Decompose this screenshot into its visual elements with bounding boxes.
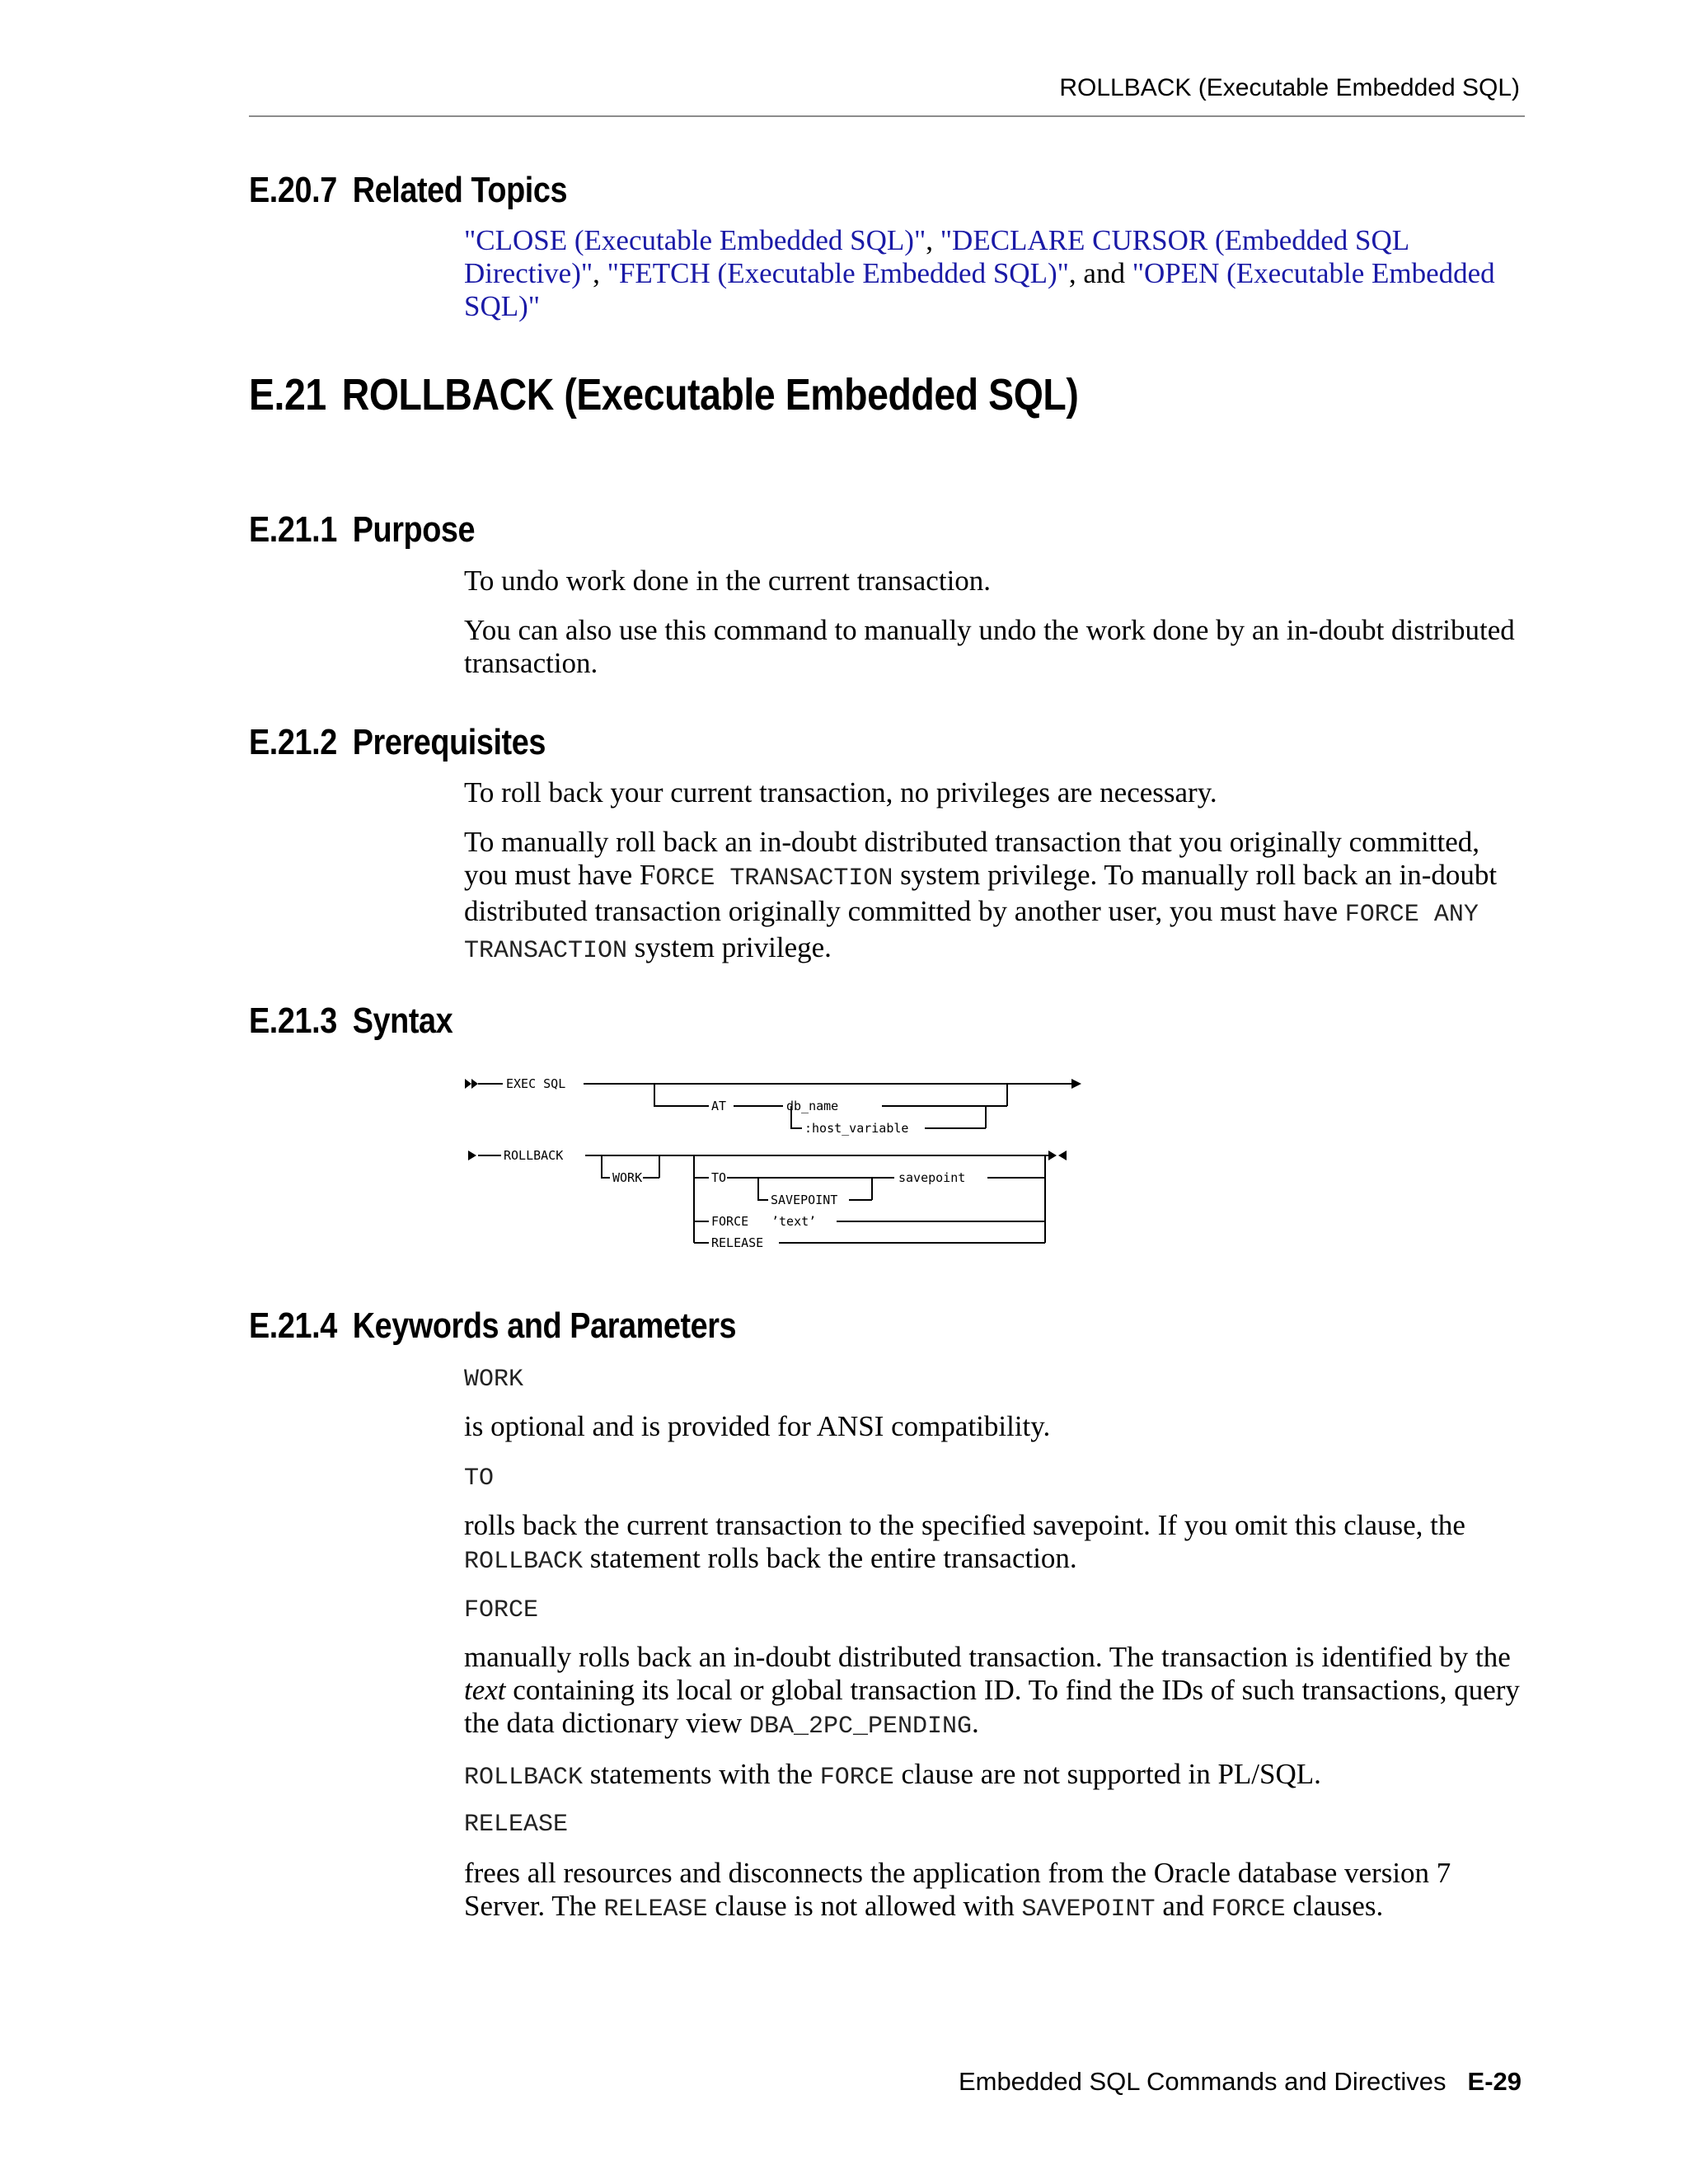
heading-prerequisites — [249, 722, 546, 763]
syntax-exec-sql: EXEC SQL — [506, 1076, 566, 1091]
code-rollback: ROLLBACK — [464, 1548, 584, 1576]
syntax-start-marker — [468, 1151, 476, 1160]
purpose-paragraph-1: To undo work done in the current transaction. — [464, 565, 992, 597]
heading-number: E.21.3 — [249, 1001, 337, 1041]
heading-title: Prerequisites — [352, 722, 546, 762]
heading-title: ROLLBACK (Executable Embedded SQL) — [341, 370, 1079, 419]
footer-title: Embedded SQL Commands and Directives — [958, 2067, 1447, 2096]
heading-number: E.21 — [249, 370, 326, 419]
syntax-start-marker — [465, 1079, 471, 1089]
purpose-paragraph-2: You can also use this command to manually undo the work done by an in-doubt distributed transaction. — [464, 614, 1515, 679]
running-header: ROLLBACK (Executable Embedded SQL) — [1059, 74, 1520, 101]
code-force-transaction: ORCE TRANSACTION — [655, 865, 893, 893]
heading-number: E.21.2 — [249, 722, 337, 762]
related-topics-links — [464, 224, 1527, 323]
heading-title: Keywords and Parameters — [352, 1305, 737, 1346]
code-savepoint: SAVEPOINT — [1021, 1896, 1156, 1924]
heading-main — [249, 369, 1078, 420]
syntax-savepoint-keyword: SAVEPOINT — [771, 1193, 838, 1207]
syntax-line — [758, 1178, 768, 1200]
syntax-host-variable: :host_variable — [804, 1121, 909, 1136]
link-close[interactable]: "CLOSE (Executable Embedded SQL)" — [464, 224, 926, 256]
emphasis-text: text — [464, 1674, 506, 1706]
desc-work: is optional and is provided for ANSI compatibility. — [464, 1410, 1051, 1442]
heading-title: Purpose — [352, 509, 476, 550]
heading-number: E.21.1 — [249, 509, 337, 550]
code-force-any-transaction: FORCE ANY TRANSACTION — [464, 901, 1479, 965]
force-note: ROLLBACK statements with the FORCE clause are not supported in PL/SQL. — [464, 1758, 1321, 1792]
heading-keywords — [249, 1305, 736, 1347]
syntax-force: FORCE — [711, 1214, 749, 1229]
heading-related-topics — [249, 170, 567, 211]
heading-title: Related Topics — [352, 170, 568, 210]
heading-title: Syntax — [352, 1001, 453, 1041]
syntax-text: ’text’ — [771, 1214, 817, 1229]
prerequisites-paragraph-1: To roll back your current transaction, no privileges are necessary. — [464, 776, 1217, 808]
syntax-release: RELEASE — [711, 1235, 764, 1250]
desc-to: rolls back the current transaction to the specified savepoint. If you omit this clause, the ROLLBACK statement rolls back the entire transaction. — [464, 1509, 1465, 1576]
link-declare-cursor[interactable]: "DECLARE CURSOR (Embedded SQL Directive)" — [464, 224, 1409, 289]
syntax-work: WORK — [612, 1170, 643, 1185]
heading-purpose — [249, 509, 475, 551]
syntax-at: AT — [711, 1099, 727, 1113]
syntax-start-marker — [471, 1079, 478, 1089]
syntax-savepoint: savepoint — [898, 1170, 966, 1185]
heading-number: E.20.7 — [249, 170, 337, 210]
syntax-rollback: ROLLBACK — [504, 1148, 564, 1163]
code-force: FORCE — [819, 1764, 894, 1792]
separator: , — [593, 257, 607, 289]
heading-number: E.21.4 — [249, 1305, 337, 1346]
desc-release: frees all resources and disconnects the application from the Oracle database version 7 Server. The RELEASE clause is not allowed with SAVEPOINT and FORCE clauses. — [464, 1857, 1451, 1924]
code-rollback: ROLLBACK — [464, 1764, 584, 1792]
syntax-end-marker — [1058, 1151, 1067, 1160]
page-number: E-29 — [1467, 2067, 1522, 2096]
prerequisites-paragraph-2: To manually roll back an in-doubt distributed transaction that you originally committed, you must have FORCE TRANSACTION system privilege. To manually roll back an in-doubt distributed transaction originally committed by another user, you must have FORCE ANY TRANSACTION system privilege. — [464, 826, 1498, 965]
syntax-line — [654, 1084, 709, 1106]
desc-force: manually rolls back an in-doubt distributed transaction. The transaction is identified by the text containing its local or global transaction ID. To find the IDs of such transactions, query the data dictionary view DBA_2PC_PENDING. — [464, 1641, 1520, 1741]
term-force: FORCE — [464, 1596, 539, 1624]
term-to: TO — [464, 1465, 495, 1493]
page-footer — [959, 2067, 1522, 2097]
syntax-db-name: db_name — [786, 1099, 839, 1113]
separator: , — [926, 224, 940, 256]
link-open[interactable]: "OPEN (Executable Embedded SQL)" — [464, 257, 1495, 322]
syntax-end-marker — [1048, 1151, 1057, 1160]
syntax-to: TO — [711, 1170, 727, 1185]
header-rule — [249, 115, 1525, 117]
link-fetch[interactable]: "FETCH (Executable Embedded SQL)" — [607, 257, 1069, 289]
code-release: RELEASE — [603, 1896, 708, 1924]
code-force: FORCE — [1211, 1896, 1286, 1924]
heading-syntax — [249, 1001, 452, 1042]
code-dba-2pc-pending: DBA_2PC_PENDING — [748, 1713, 973, 1741]
separator: , and — [1068, 257, 1132, 289]
syntax-diagram — [462, 1063, 1088, 1269]
term-work: WORK — [464, 1366, 524, 1394]
syntax-continue-arrow — [1071, 1079, 1081, 1089]
term-release: RELEASE — [464, 1811, 569, 1839]
syntax-line — [602, 1155, 610, 1178]
